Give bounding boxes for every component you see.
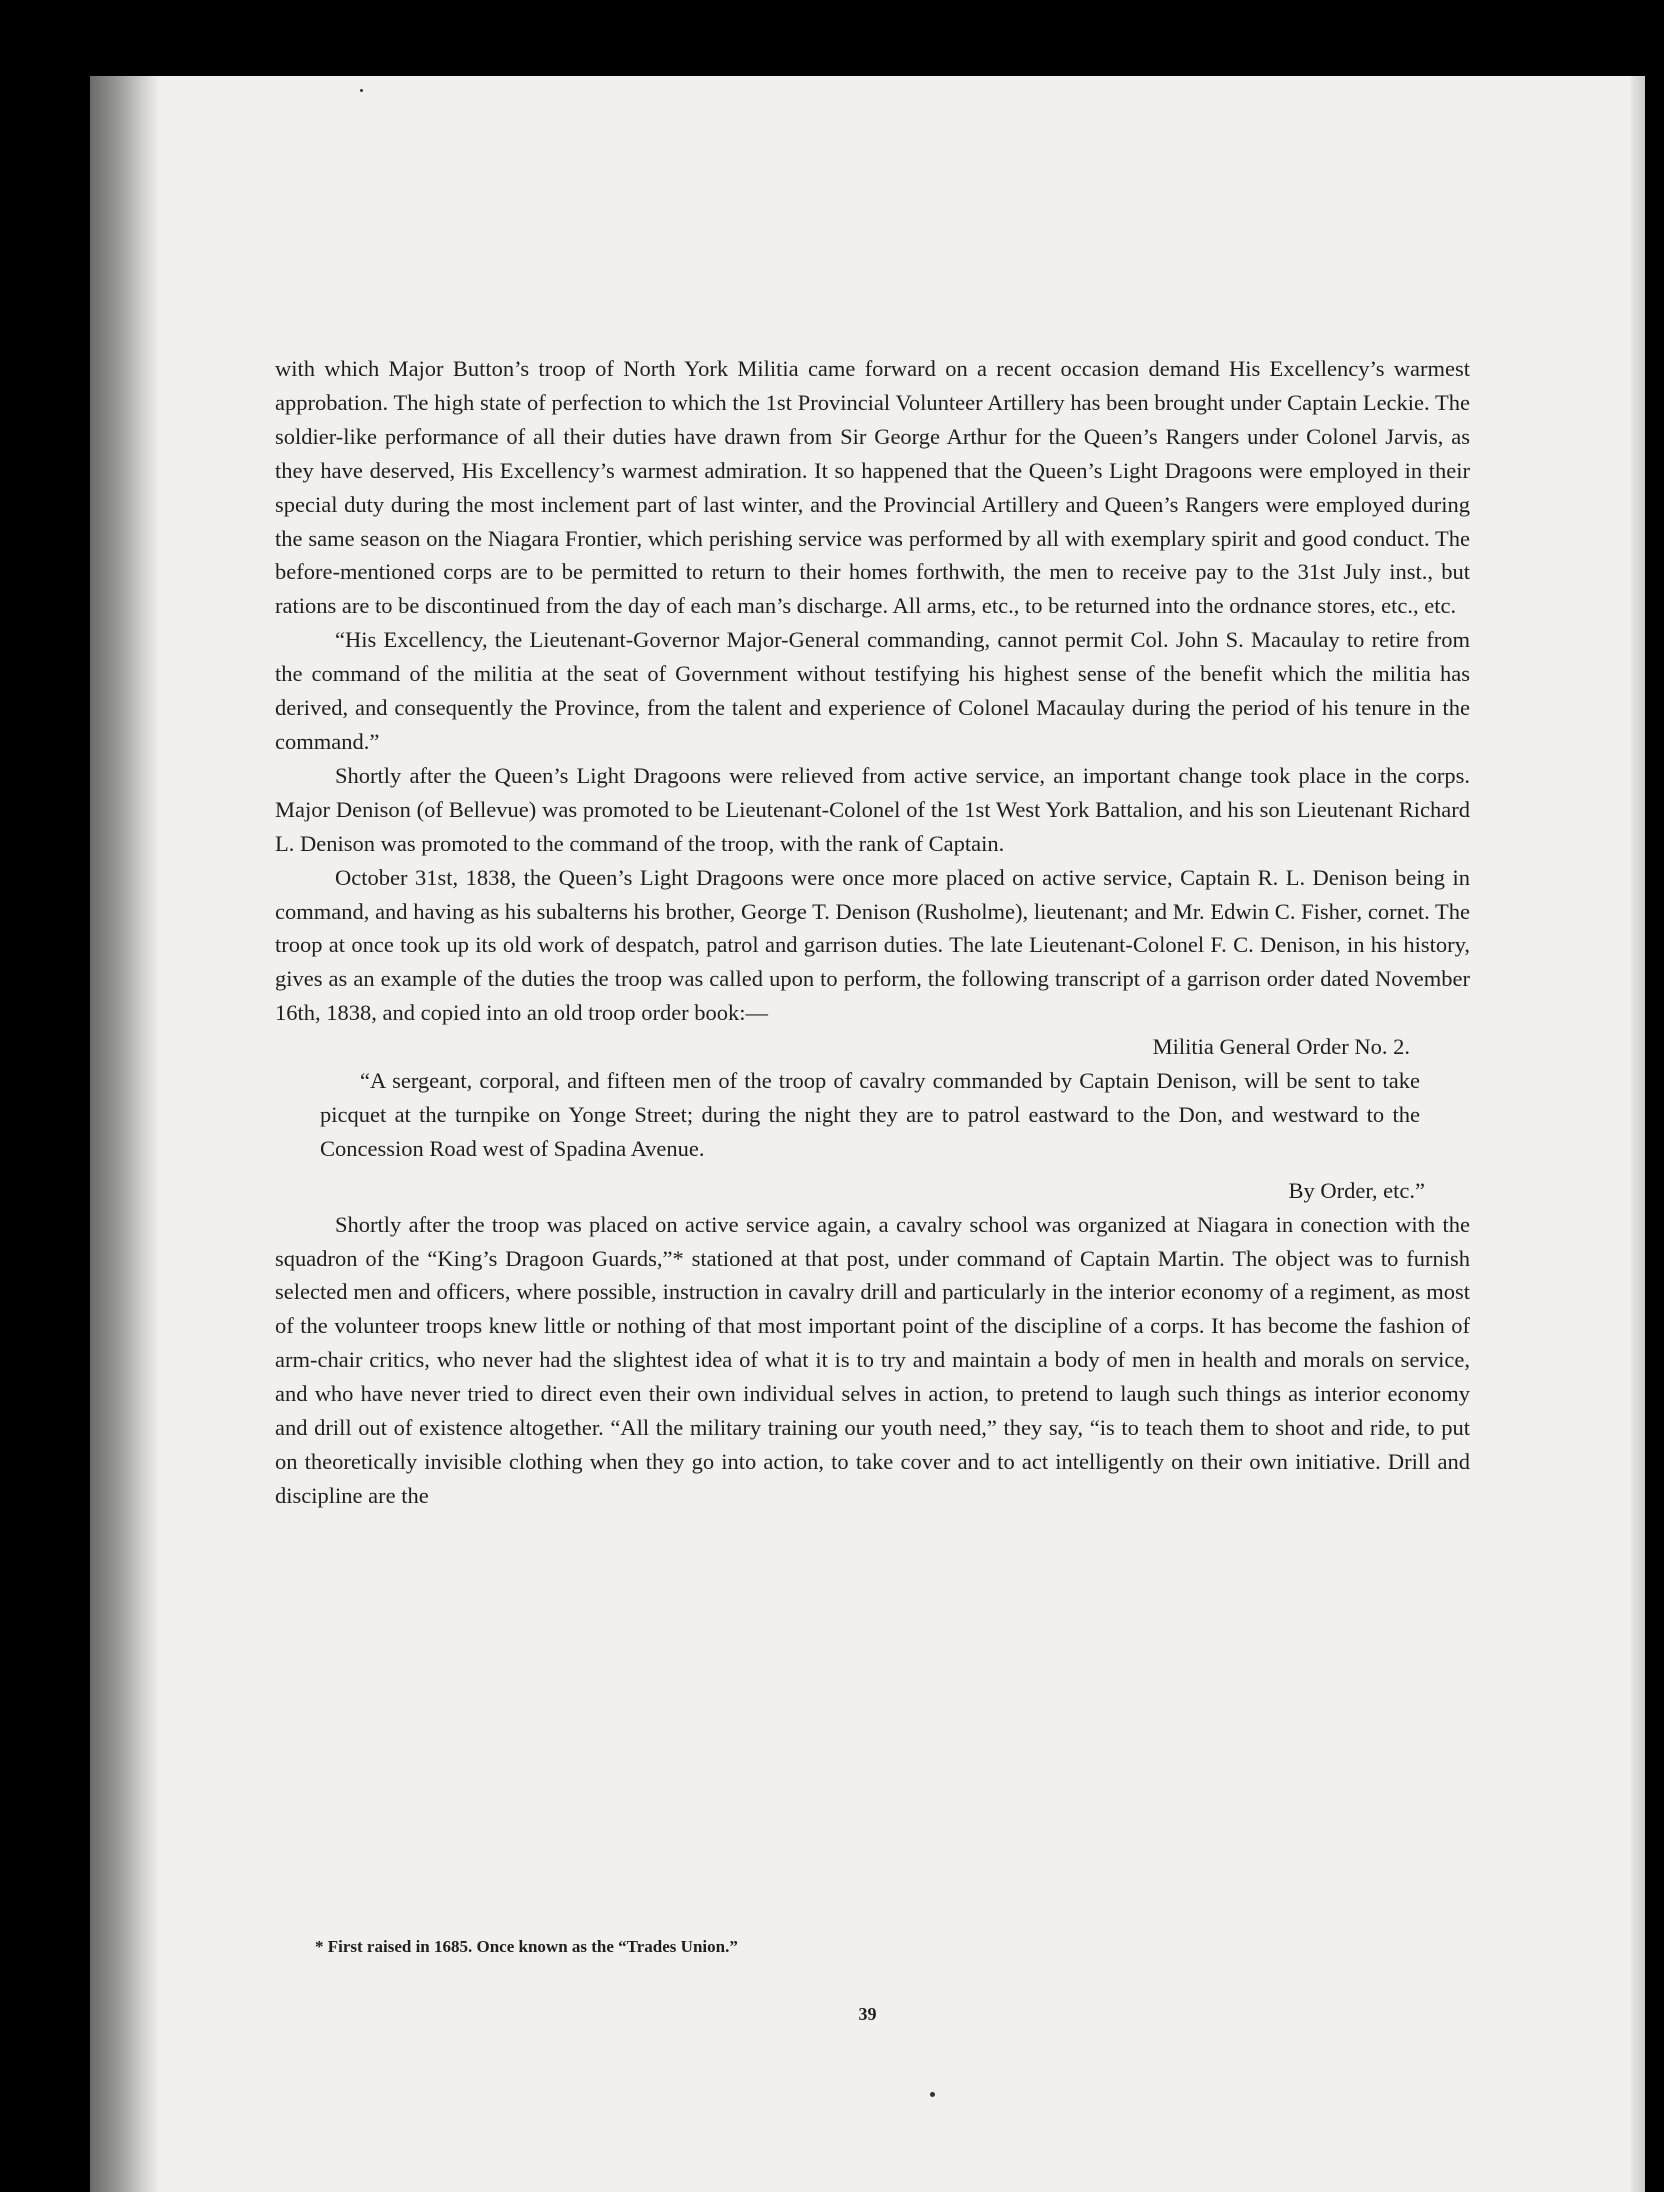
body-text <box>275 352 1470 1513</box>
order-body: “A sergeant, corporal, and fifteen men of the troop of cavalry commanded by Captain Denison, will be sent to take picquet at the turnpike on Yonge Street; during the night they are to patrol eastward to the Don, and westward to the Concession Road west of Spadina Avenue. <box>320 1068 1420 1161</box>
paragraph-continuation: with which Major Button’s troop of North York Militia came forward on a recent occasion demand His Excellency’s warmest approbation. The high state of perfection to which the 1st Provincial Volunteer Artillery has been brought under Captain Leckie. The soldier-like performance of all their duties have drawn from Sir George Arthur for the Queen’s Rangers under Colonel Jarvis, as they have deserved, His Excellency’s warmest admiration. It so happened that the Queen’s Light Dragoons were employed in their special duty during the most inclement part of last winter, and the Provincial Artillery and Queen’s Rangers were employed during the same season on the Niagara Frontier, which perishing service was performed by all with exemplary spirit and good conduct. The before-mentioned corps are to be permitted to return to their homes forthwith, the men to receive pay to the 31st July inst., but rations are to be discontinued from the day of each man’s discharge. All arms, etc., to be returned into the ordnance stores, etc., etc. <box>275 356 1470 619</box>
page-spine-shadow <box>90 76 160 2192</box>
page-edge-shadow <box>1631 76 1645 2192</box>
page-number: 39 <box>858 2004 877 2024</box>
paragraph-cavalry-school: Shortly after the troop was placed on active service again, a cavalry school was organized at Niagara in conection with the squadron of the “King’s Dragoon Guards,”* stationed at that post, under command of Captain Martin. The object was to furnish selected men and officers, where possible, instruction in cavalry drill and particularly in the interior economy of a regiment, as most of the volunteer troops knew little or nothing of that most important point of the discipline of a corps. It has become the fashion of arm-chair critics, who never had the slightest idea of what it is to try and maintain a body of men in health and morals on service, and who have never tried to direct even their own individual selves in action, to pretend to laugh such things as interior economy and drill out of existence altogether. “All the military training our youth need,” they say, “is to teach them to shoot and ride, to put on theoretically invisible clothing when they go into action, to take cover and to act intelligently on their own initiative. Drill and discipline are the <box>275 1211 1470 1508</box>
footnote: * First raised in 1685. Once known as the “Trades Union.” <box>315 1937 738 1956</box>
book-page <box>90 76 1645 2192</box>
footnote-divider <box>275 1930 475 1931</box>
paragraph-active-service: October 31st, 1838, the Queen’s Light Dragoons were once more placed on active service, Captain R. L. Denison being in command, and having as his subalterns his brother, George T. Denison (Rusholme), lieutenant; and Mr. Edwin C. Fisher, cornet. The troop at once took up its old work of despatch, patrol and garrison duties. The late Lieutenant-Colonel F. C. Denison, in his history, gives as an example of the duties the troop was called upon to perform, the following transcript of a garrison order dated November 16th, 1838, and copied into an old troop order book:— <box>275 864 1470 1026</box>
order-title: Militia General Order No. 2. <box>1152 1034 1410 1060</box>
order-signoff: By Order, etc.” <box>1288 1177 1425 1203</box>
paragraph-quote-macaulay: “His Excellency, the Lieutenant-Governor Major-General commanding, cannot permit Col. John S. Macaulay to retire from the command of the militia at the seat of Government without testifying his highest sense of the benefit which the militia has derived, and consequently the Province, from the talent and experience of Colonel Macaulay during the period of his tenure in the command.” <box>275 627 1470 754</box>
paragraph-corps-change: Shortly after the Queen’s Light Dragoons were relieved from active service, an important change took place in the corps. Major Denison (of Bellevue) was promoted to be Lieutenant-Colonel of the 1st West York Battalion, and his son Lieutenant Richard L. Denison was promoted to the command of the troop, with the rank of Captain. <box>275 762 1470 856</box>
dust-speck <box>360 89 363 92</box>
dust-speck <box>930 2092 935 2097</box>
